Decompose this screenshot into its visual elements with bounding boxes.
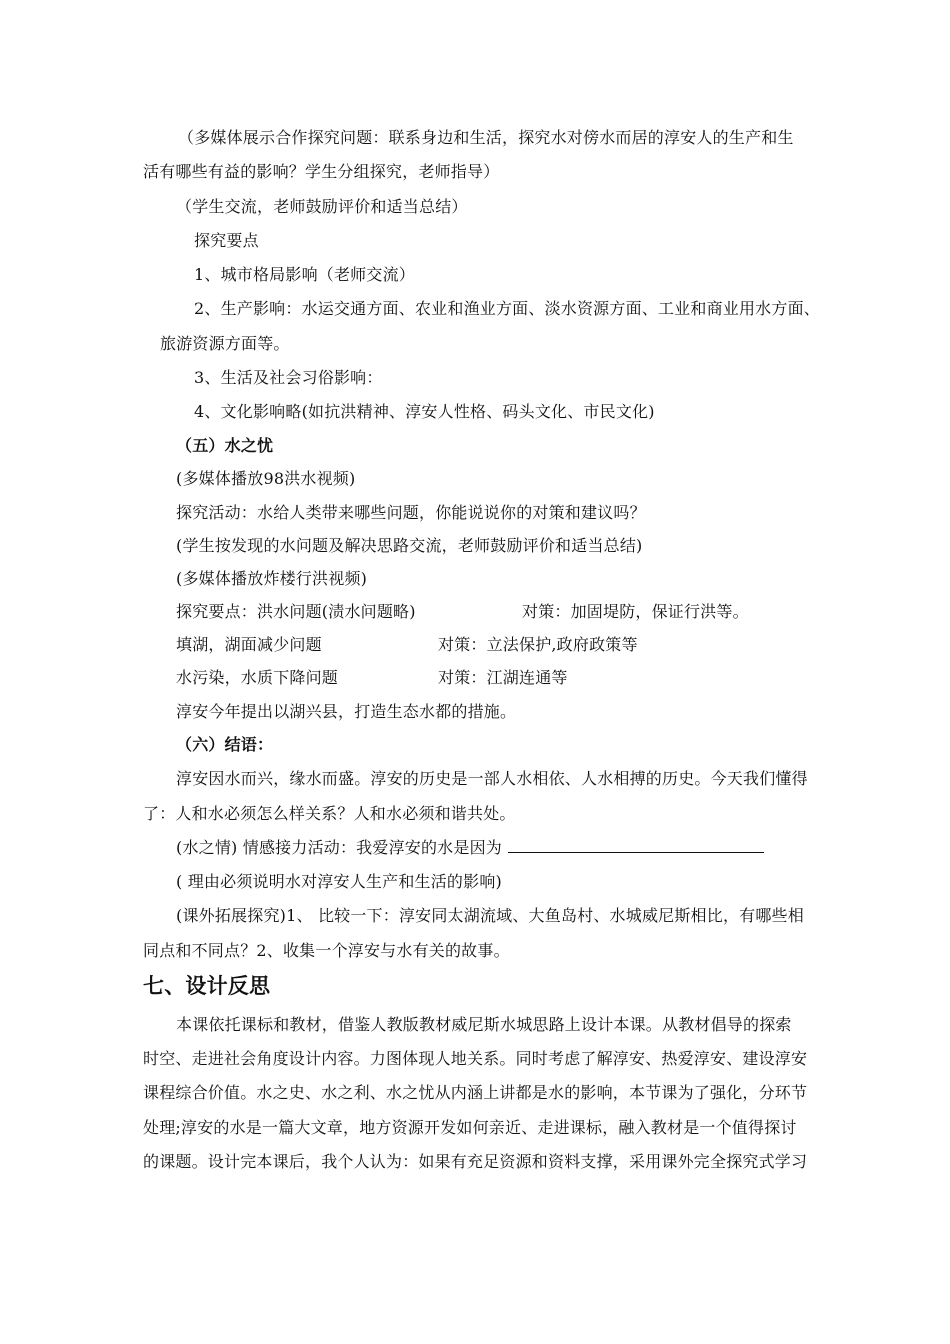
fill-in-line xyxy=(176,838,764,858)
problem-text: 水污染，水质下降问题 xyxy=(176,668,339,687)
solution-text: 对策：立法保护,政府政策等 xyxy=(438,635,638,654)
section-heading: （五）水之忧 xyxy=(176,436,274,455)
fill-in-prompt: (水之情) 情感接力活动：我爱淳安的水是因为 xyxy=(176,838,502,857)
paragraph-line: (学生按发现的水问题及解决思路交流，老师鼓励评价和适当总结) xyxy=(176,536,643,555)
paragraph-line: 了：人和水必须怎么样关系？人和水必须和谐共处。 xyxy=(143,804,516,823)
paragraph-line: （多媒体展示合作探究问题：联系身边和生活，探究水对傍水而居的淳安人的生产和生 xyxy=(178,128,794,147)
paragraph-line: (课外拓展探究)1、 比较一下：淳安同太湖流域、大鱼岛村、水城威尼斯相比，有哪些相 xyxy=(176,906,804,925)
paragraph-line: 旅游资源方面等。 xyxy=(160,334,290,353)
paragraph-line: (多媒体播放炸楼行洪视频) xyxy=(176,569,368,588)
paragraph-line: 处理;淳安的水是一篇大文章，地方资源开发如何亲近、走进课标，融入教材是一个值得探讨 xyxy=(143,1118,797,1137)
paragraph-line: 本课依托课标和教材，借鉴人教版教材威尼斯水城思路上设计本课。从教材倡导的探索 xyxy=(176,1015,792,1034)
problem-text: 填湖，湖面减少问题 xyxy=(176,635,322,654)
solution-text: 对策：江湖连通等 xyxy=(438,668,568,687)
paragraph-line: 同点和不同点？2、收集一个淳安与水有关的故事。 xyxy=(143,941,510,960)
paragraph-line: 淳安今年提出以湖兴县，打造生态水都的措施。 xyxy=(176,702,517,721)
paragraph-line: 探究要点 xyxy=(194,231,259,250)
list-item: 2、生产影响：水运交通方面、农业和渔业方面、淡水资源方面、工业和商业用水方面、 xyxy=(194,299,820,318)
paragraph-line: ( 理由必须说明水对淳安人生产和生活的影响) xyxy=(176,872,502,891)
paragraph-line: （学生交流，老师鼓励评价和适当总结） xyxy=(176,197,468,216)
solution-text: 对策：加固堤防，保证行洪等。 xyxy=(522,602,749,621)
list-item: 3、生活及社会习俗影响： xyxy=(194,368,383,387)
answer-blank xyxy=(508,838,764,853)
paragraph-line: 课程综合价值。水之史、水之利、水之忧从内涵上讲都是水的影响，本节课为了强化，分环节 xyxy=(143,1083,808,1102)
list-item: 1、城市格局影响（老师交流） xyxy=(194,265,415,284)
paragraph-line: 淳安因水而兴，缘水而盛。淳安的历史是一部人水相依、人水相搏的历史。今天我们懂得 xyxy=(176,769,808,788)
paragraph-line: 探究活动：水给人类带来哪些问题，你能说说你的对策和建议吗？ xyxy=(176,503,646,522)
list-item: 4、文化影响略(如抗洪精神、淳安人性格、码头文化、市民文化) xyxy=(194,402,655,421)
section-heading: （六）结语： xyxy=(176,735,274,754)
chapter-heading: 七、设计反思 xyxy=(143,974,271,998)
problem-text: 探究要点：洪水问题(渍水问题略) xyxy=(176,602,416,621)
paragraph-line: 时空、走进社会角度设计内容。力图体现人地关系。同时考虑了解淳安、热爱淳安、建设淳安 xyxy=(143,1049,808,1068)
paragraph-line: (多媒体播放98洪水视频) xyxy=(176,469,356,488)
paragraph-line: 的课题。设计完本课后，我个人认为：如果有充足资源和资料支撑，采用课外完全探究式学习 xyxy=(143,1152,808,1171)
paragraph-line: 活有哪些有益的影响？学生分组探究，老师指导） xyxy=(143,162,500,181)
